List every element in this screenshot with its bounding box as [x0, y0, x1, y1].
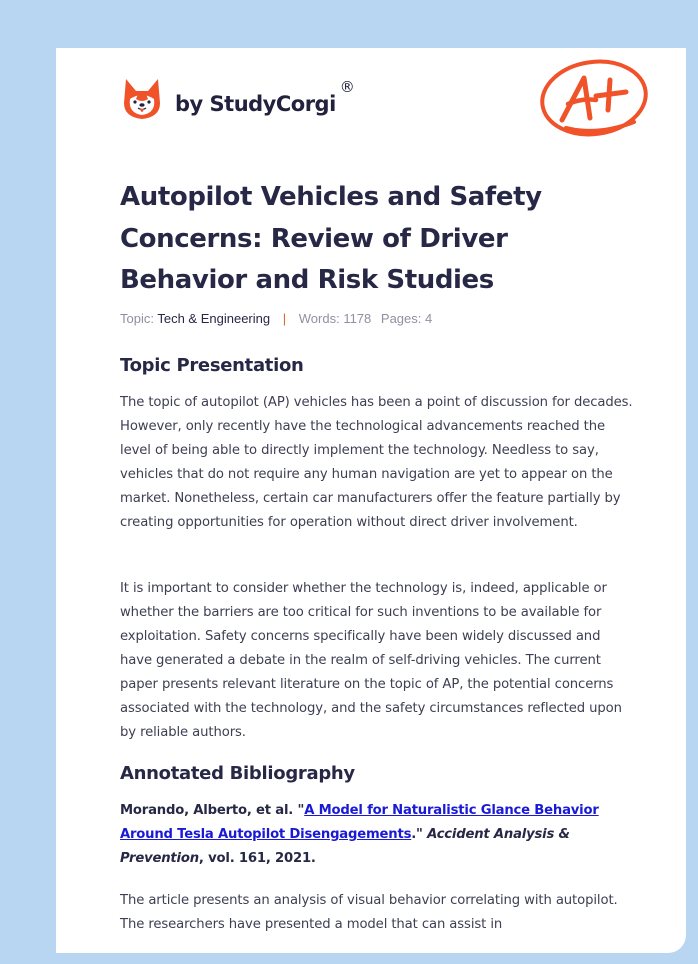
- section-heading-topic-presentation: Topic Presentation: [120, 355, 304, 376]
- paragraph: It is important to consider whether the technology is, indeed, applicable or whether the barriers are too critical for such inventions to be available for exploitation. Safety concerns specifically have been widely discussed and have generated a debate in the realm of self-driving vehicles. The current paper presents relevant literature on the topic of AP, the potential concerns associated with the technology, and the safety circumstances reflected upon by reliable authors.: [120, 581, 622, 740]
- citation-details: , vol. 161, 2021.: [198, 851, 316, 866]
- paragraph: The topic of autopilot (AP) vehicles has been a point of discussion for decades. However, only recently have the technological advancements reached the level of being able to directly implement the technology. Needless to say, vehicles that do not require any human navigation are yet to appear on the market. Nonetheless, certain car manufacturers offer the feature partially by creating opportunities for operation without direct driver involvement.: [120, 395, 633, 530]
- document-title: Autopilot Vehicles and Safety Concerns: Review of Driver Behavior and Risk Studies: [120, 182, 542, 295]
- citation-authors: Morando, Alberto, et al. ": [120, 803, 305, 818]
- meta-separator: |: [282, 311, 287, 326]
- topic-label: Topic:: [120, 311, 154, 326]
- words-value: 1178: [343, 311, 372, 326]
- registered-mark: ®: [339, 78, 355, 96]
- paragraph: The article presents an analysis of visual behavior correlating with autopilot. The researchers have presented a model that can assist in: [120, 893, 618, 932]
- citation-link[interactable]: A Model for Naturalistic Glance Behavior Around Tesla Autopilot Disengagements: [120, 803, 599, 842]
- document-meta: [120, 311, 432, 326]
- pages-label: Pages:: [380, 311, 422, 326]
- topic-value[interactable]: Tech & Engineering: [157, 311, 271, 326]
- bibliography-citation: [120, 799, 640, 871]
- logo-text: by StudyCorgi: [175, 92, 336, 116]
- corgi-icon: [122, 77, 162, 121]
- words-label: Words:: [298, 311, 340, 326]
- citation-journal: Accident Analysis & Prevention: [120, 827, 570, 866]
- citation-after-link: .": [411, 827, 428, 842]
- pages-value: 4: [425, 311, 433, 326]
- grade-a-plus-icon: [538, 58, 650, 140]
- studycorgi-logo[interactable]: [122, 76, 355, 122]
- section-heading-annotated-bibliography: Annotated Bibliography: [120, 763, 355, 784]
- document-card: [56, 48, 686, 953]
